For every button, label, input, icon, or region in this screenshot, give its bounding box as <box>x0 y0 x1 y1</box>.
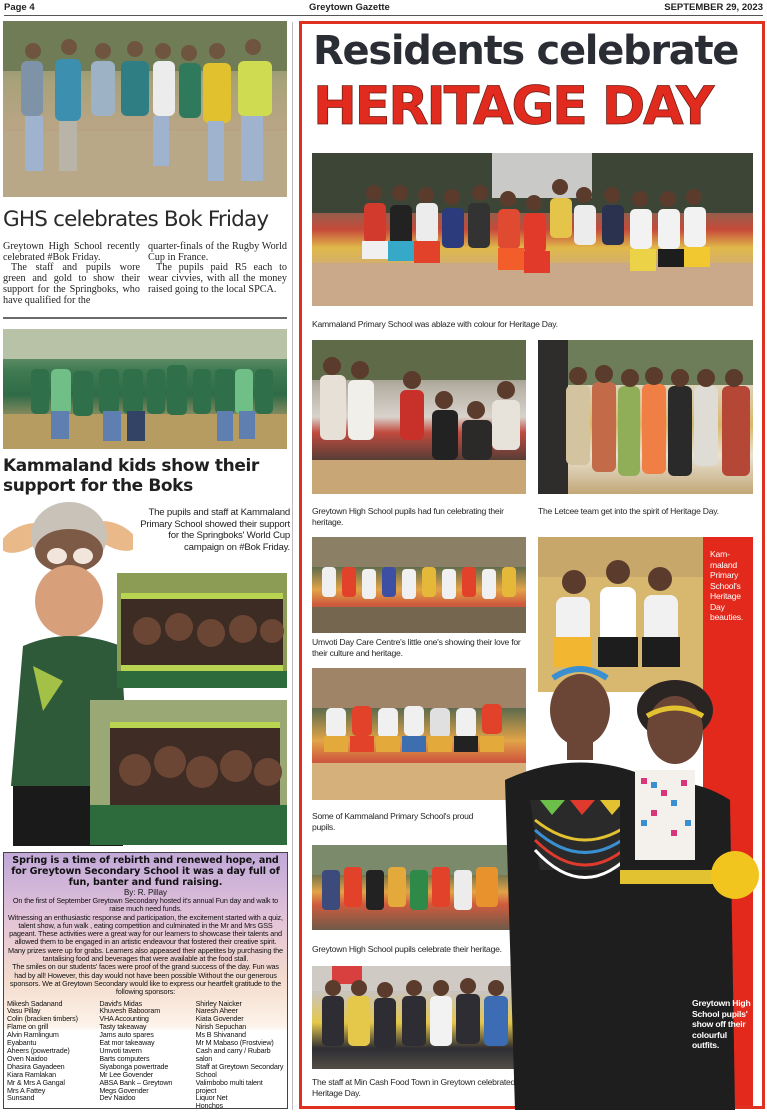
kids-in-frame-illustration <box>117 573 287 688</box>
sponsor-item: Vasu Pillay <box>7 1006 41 1016</box>
sponsor-item: Mrs A Fattey <box>7 1085 46 1095</box>
min-cash-staff-illustration <box>312 966 526 1069</box>
sponsor-item: Valimbobo multi talent project <box>195 1077 263 1095</box>
sponsor-item: Colin (bracken timbers) <box>7 1014 78 1024</box>
sponsor-item: VHA Accounting <box>99 1014 149 1024</box>
ghs-pupils-heritage-illustration <box>312 340 526 494</box>
staff-springbok-photo <box>3 329 287 449</box>
sponsor-item: Kiara Ramlakan <box>7 1069 57 1079</box>
sponsor-item: Flame on grill <box>7 1022 49 1032</box>
sponsor-item: Naresh Aheer <box>195 1006 238 1016</box>
ghs-body-col1 <box>3 242 140 306</box>
sponsor-item: Mr M Mabaso (Frostview) <box>195 1038 274 1048</box>
ghs-col2-p2: The pupils paid R5 each to wear civvies, with all the money raised going to the local SPCA. <box>148 262 287 295</box>
page-number: Page 4 <box>4 2 35 13</box>
heritage-headline-line1: Residents celebrate <box>313 28 739 74</box>
sponsor-item: Eat mor takeaway <box>99 1038 155 1048</box>
caption-kammaland-proud: Some of Kammaland Primary School's proud pupils. <box>312 811 474 832</box>
caption-ghs-outfits: Greytown High School pupils' show off their colourful outfits. <box>692 998 751 1050</box>
sponsor-item: Eyabantu <box>7 1038 37 1048</box>
proud-pupils-illustration <box>312 668 526 800</box>
sponsor-item: Nirish Sepuchan <box>195 1022 247 1032</box>
sponsor-item: Kiata Govender <box>195 1014 244 1024</box>
sponsor-item: Jams auto spares <box>99 1030 154 1040</box>
kids-in-frame-illustration-2 <box>90 700 287 845</box>
caption-kammaland-beauties: Kam-maland Primary School's Heritage Day beauties. <box>710 549 744 622</box>
section-divider <box>3 317 287 319</box>
sponsor-item: Siyabonga powertrade <box>99 1061 169 1071</box>
caption-letcee: The Letcee team get into the spirit of Heritage Day. <box>538 506 719 516</box>
sponsor-item: David's Midas <box>99 998 142 1008</box>
kammaland-headline: Kammaland kids show their support for the Boks <box>3 456 259 496</box>
letcee-team-photo <box>538 340 753 494</box>
sponsor-item: Umvoti tavern <box>99 1046 142 1055</box>
ghs-celebrate-photo <box>312 845 512 930</box>
children-traditional-dress-illustration <box>312 153 753 306</box>
sponsor-item: Ms B Shivanand <box>195 1030 246 1040</box>
caption-ghs-celebrate: Greytown High School pupils celebrate their heritage. <box>312 944 502 954</box>
sponsor-item: Oven Naidoo <box>7 1053 48 1063</box>
min-cash-staff-photo <box>312 966 526 1069</box>
gss-title: Spring is a time of rebirth and renewed hope, and for Greytown Secondary School it was a day full of fun, banter and fund raising. <box>11 855 280 888</box>
staff-group-illustration <box>3 329 287 449</box>
gss-paragraph-2: Witnessing an enthusiastic response and participation, the excitement started with a quiz, talent show, a fun walk , eating competition and culminated in the Mr and Mrs GSS pageant. These activities were a great way for our learners to showcase their talents and allowed them to be engaged in an artistic endeavour that fostered their creative spirit. Many prizes were up for grabs. Learners also appeased their appetites by purchasing the tantalising food and beverages that were available at the food stall. <box>8 912 283 964</box>
ghs-col1-p1: Greytown High School recently celebrated #Bok Friday. <box>3 241 140 263</box>
sponsor-item: Honchos <box>195 1101 223 1111</box>
kammaland-body: The pupils and staff at Kammaland Primary School showed their support for the Springboks' World Cup campaign on #Bok Friday. <box>140 507 290 553</box>
heritage-headline-line2: HERITAGE DAY <box>313 76 713 137</box>
sponsor-item: Mr & Mrs A Gangal <box>7 1077 65 1087</box>
caption-umvoti: Umvoti Day Care Centre's little one's showing their love for their culture and heritage. <box>312 637 521 658</box>
issue-date: SEPTEMBER 29, 2023 <box>664 2 763 13</box>
masthead <box>4 2 763 16</box>
sponsor-column-3 <box>188 1000 284 1111</box>
ghs-col1-p2: The staff and pupils wore green and gold to show their support for the Springboks, who have qualified for the <box>3 262 140 306</box>
ghs-pupils-illustration <box>3 21 287 197</box>
ghs-group-illustration <box>312 845 512 930</box>
column-separator <box>292 22 293 1110</box>
ghs-heritage-photo <box>312 340 526 494</box>
caption-kammaland-main: Kammaland Primary School was ablaze with colour for Heritage Day. <box>312 319 558 329</box>
sponsor-item: Aheers (powertrade) <box>7 1046 70 1055</box>
sponsor-item: Sunsand <box>7 1093 35 1103</box>
sponsor-item: ABSA Bank – Greytown <box>99 1077 173 1087</box>
sponsor-item: Shirley Naicker <box>195 998 242 1008</box>
caption-ghs-fun: Greytown High School pupils had fun celebrating their heritage. <box>312 506 504 527</box>
sponsor-item: Dhasira Gayadeen <box>7 1061 65 1071</box>
kammaland-frame-photo-bottom <box>90 700 287 845</box>
sponsor-item: Cash and carry / Rubarb salon <box>195 1046 271 1063</box>
ghs-col2-p1: quarter-finals of the Rugby World Cup in France. <box>148 241 287 263</box>
sponsor-item: Mr Lee Govender <box>99 1069 154 1079</box>
gss-paragraph-1: On the first of September Greytown Secondary hosted it's annual Fun day and walk to raise much need funds. <box>12 896 279 914</box>
sponsor-list <box>4 997 287 1111</box>
umvoti-children-illustration <box>312 537 526 633</box>
sponsor-item: Tasty takeaway <box>99 1022 147 1032</box>
sponsor-item: Liquor Net <box>195 1093 228 1103</box>
sponsor-column-2 <box>95 1000 187 1111</box>
sponsor-item: Dev Naidoo <box>99 1093 136 1103</box>
kammaland-heritage-main-photo <box>312 153 753 306</box>
ghs-body-col2 <box>148 242 287 296</box>
kammaland-frame-photo-top <box>117 573 287 688</box>
sponsor-item: Mikesh Sadanand <box>7 998 63 1008</box>
umvoti-day-care-photo <box>312 537 526 633</box>
ghs-pupils-photo <box>3 21 287 197</box>
sponsor-item: Khuvesh Babooram <box>99 1006 161 1016</box>
gss-byline: By: R. Pillay <box>123 888 168 897</box>
publication-name: Greytown Gazette <box>309 2 390 13</box>
letcee-team-illustration <box>538 340 753 494</box>
caption-min-cash: The staff at Min Cash Food Town in Greytown celebrated Heritage Day. <box>312 1077 516 1098</box>
sponsor-column-1 <box>7 1000 95 1111</box>
sponsor-item: Barts computers <box>99 1053 150 1063</box>
sponsor-item: Staff at Greytown Secondary School <box>195 1061 284 1079</box>
gss-fun-day-box <box>3 852 288 1109</box>
gss-paragraph-3: The smiles on our students' faces were proof of the grand success of the day. Fun was had by all! However, this day would not have been possible Without the our generous sponsors. We at Greytown Secondary would like to express our heartfelt gratitude to the following sponsors: <box>9 962 282 997</box>
kammaland-proud-pupils-photo <box>312 668 526 800</box>
sponsor-item: Megs Govender <box>99 1085 149 1095</box>
ghs-headline: GHS celebrates Bok Friday <box>3 207 269 232</box>
sponsor-item: Alvin Ramlingum <box>7 1030 59 1040</box>
